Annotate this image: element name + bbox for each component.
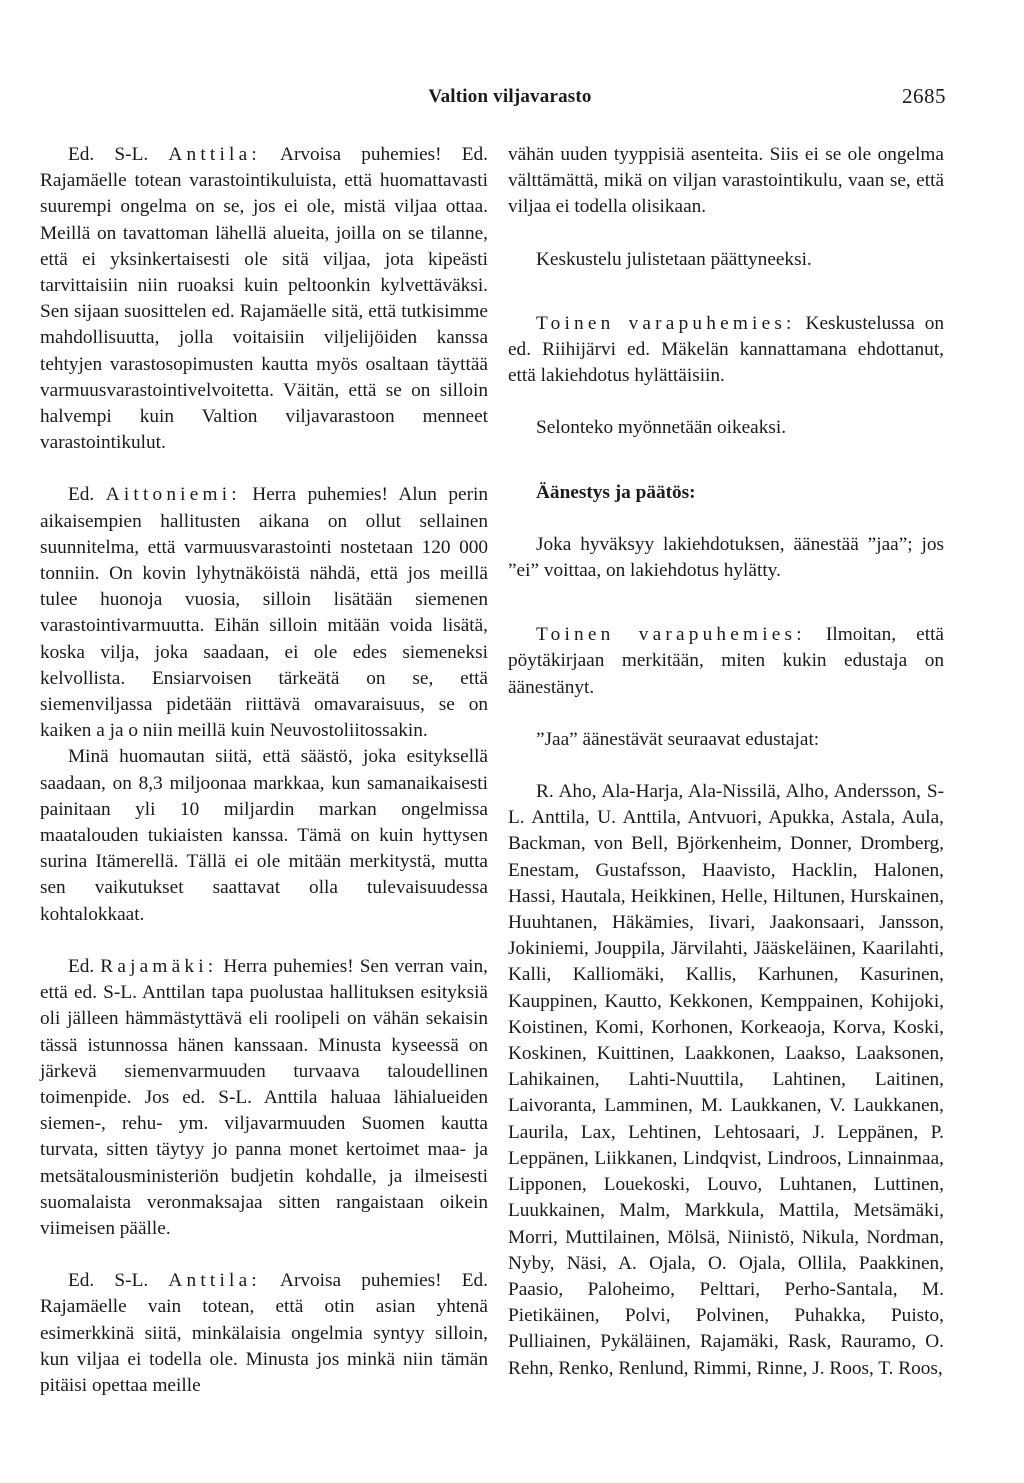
speech-text: Arvoisa puhemies! Ed. Rajamäelle totean varastointikuluista, että huomattavasti suurempi ongelma on se, jos ei ole, mistä viljaa ottaa. Meillä on tavattoman lähellä alueita, joilla on se tilanne, että ei yksinkertaisesti ole sitä viljaa, jota kipeästi tarvittaisiin niin ruoaksi kuin peltoonkin kylvettäväksi. Sen sijaan suosittelen ed. Rajamäelle sitä, että tutkisimme mahdollisuutta, jolla voitaisiin viljelijöiden kanssa tehtyjen varastosopimusten kautta myös osaltaan täyttää varmuusvarastointivelvoitetta. Väitän, että se on silloin halvempi kuin Valtion viljavarastoon menneet varastointikulut. [40, 144, 489, 454]
left-column [40, 142, 488, 1399]
speaker-prefix: Ed. S-L. [68, 1270, 169, 1292]
report-approved: Selonteko myönnetään oikeaksi. [536, 417, 787, 439]
speech-text: Herra puhemies! Sen verran vain, että ed. S-L. Anttilan tapa puolustaa hallituksen esityksiä oli jälleen hämmästyttävä eli roolipeli on vähän sekaisin tässä istunnossa hänen kanssaan. Minusta kyseessä on järkevä siemenvarmuuden turvaava taloudellinen toimenpide. Jos ed. S-L. Anttila haluaa lähialueiden siemen-, rehu- ym. viljavarmuuden Suomen kautta turvata, sitten täytyy jo panna monet kertoimet maa- ja metsätalousministeriön budjetin kohdalle, ja ilmeisesti suomalaista veronmaksajaa sitten rangaistaan oikein viimeisen päälle. [40, 955, 488, 1239]
chair-statement-2 [508, 622, 944, 701]
speech-aittoniemi-cont [40, 744, 488, 927]
speech-text: Minä huomautan siitä, että säästö, joka esityksellä saadaan, on 8,3 miljoonaa markkaa, kun samanaikaisesti painitaan yli 10 miljardin markan ongelmissa maatalouden tukiaisten kanssa. Tämä on kuin hyttysen surina Itämerellä. Tällä ei ole mitään merkitystä, mutta sen vaikutukset saattavat olla tulevaisuudessa kohtalokkaat. [40, 746, 488, 925]
page-number: 2685 [902, 84, 946, 108]
speaker-name: Anttila: [168, 1270, 261, 1292]
speech-text: Keskustelussa on ed. Riihijärvi ed. Mäkelän kannattamana ehdottanut, että lakiehdotus hylättäisiin. [508, 312, 944, 387]
speaker-name: Aittoniemi: [105, 484, 241, 506]
speaker-name: Rajamäki: [100, 955, 218, 977]
right-column [508, 142, 944, 1382]
speech-text: Arvoisa puhemies! Ed. Rajamäelle vain totean, että otin asian yhtenä esimerkkinä siitä, minkälaisia ongelmia syntyy silloin, kun viljaa ei todella ole. Minusta jos minkä niin tämän pitäisi opettaa meille [40, 1270, 489, 1396]
speech-rajamaki [40, 954, 488, 1242]
speaker-prefix: Ed. [68, 484, 106, 506]
speaker-name: Anttila: [168, 144, 261, 165]
vote-instruction: Joka hyväksyy lakiehdotuksen, äänestää ”jaa”; jos ”ei” voittaa, on lakiehdotus hylätty. [508, 533, 944, 582]
speech-anttila-1 [40, 142, 488, 456]
speaker-prefix: Ed. S-L. [68, 144, 169, 165]
speech-continuation: vähän uuden tyyppisiä asenteita. Siis ei se ole ongelma välttämättä, mikä on viljan varastointikulu, vaan se, että viljaa ei todella olisikaan. [508, 144, 944, 218]
speaker-prefix: Ed. [68, 955, 101, 977]
speech-anttila-2 [40, 1268, 488, 1399]
speaker-name: Toinen varapuhemies: [536, 624, 806, 646]
speech-text: Herra puhemies! Alun perin aikaisempien hallitusten aikana on ollut sellainen suunnitelma, että varmuusvarastointi nostetaan 120 000 tonniin. On kovin lyhytnäköistä nähdä, että jos meillä tulee huonoja vuosia, silloin lisätään siemenen varastointivarmuutta. Eihän silloin mitään voida lisätä, koska vilja, joka saadaan, ei ole edes siemeneksi kelvollista. Ensiarvoisen tärkeätä on se, että siemenviljassa pidetään riittävä omavaraisuus, se on kaiken a ja o niin meillä kuin Neuvostoliitossakin. [40, 484, 488, 742]
chair-statement-1 [508, 311, 944, 390]
yes-voters-list: R. Aho, Ala-Harja, Ala-Nissilä, Alho, Andersson, S-L. Anttila, U. Anttila, Antvuori, Apukka, Astala, Aula, Backman, von Bell, Björkenheim, Donner, Dromberg, Enestam, Gustafsson, Haavisto, Hacklin, Halonen, Hassi, Hautala, Heikkinen, Helle, Hiltunen, Hurskainen, Huuhtanen, Häkämies, Iivari, Jaakonsaari, Jansson, Jokiniemi, Jouppila, Järvilahti, Jääskeläinen, Kaarilahti, Kalli, Kalliomäki, Kallis, Karhunen, Kasurinen, Kauppinen, Kautto, Kekkonen, Kemppainen, Kohijoki, Koistinen, Komi, Korhonen, Korkeaoja, Korva, Koski, Koskinen, Kuittinen, Laakkonen, Laakso, Laaksonen, Lahikainen, Lahti-Nuuttila, Lahtinen, Laitinen, Laivoranta, Lamminen, M. Laukkanen, V. Laukkanen, Laurila, Lax, Lehtinen, Lehtosaari, J. Leppänen, P. Leppänen, Liikkanen, Lindqvist, Lindroos, Linnainmaa, Lipponen, Louekoski, Louvo, Luhtanen, Luttinen, Luukkainen, Malm, Markkula, Mattila, Metsämäki, Morri, Muttilainen, Mölsä, Niinistö, Nikula, Nordman, Nyby, Näsi, A. Ojala, O. Ojala, Ollila, Paakkinen, Paasio, Paloheimo, Pelttari, Perho-Santala, M. Pietikäinen, Polvi, Polvinen, Puhakka, Puisto, Pulliainen, Pykäläinen, Rajamäki, Rask, Rauramo, O. Rehn, Renko, Renlund, Rimmi, Rinne, J. Roos, T. Roos, [508, 781, 944, 1379]
vote-heading: Äänestys ja päätös: [536, 481, 696, 503]
debate-closed: Keskustelu julistetaan päättyneeksi. [536, 248, 812, 270]
speaker-name: Toinen varapuhemies: [536, 312, 796, 334]
speech-aittoniemi [40, 482, 488, 744]
yes-voters-heading: ”Jaa” äänestävät seuraavat edustajat: [536, 728, 820, 750]
running-header-title: Valtion viljavarasto [428, 86, 592, 107]
speech-text: Ilmoitan, että pöytäkirjaan merkitään, miten kukin edustaja on äänestänyt. [508, 624, 944, 698]
